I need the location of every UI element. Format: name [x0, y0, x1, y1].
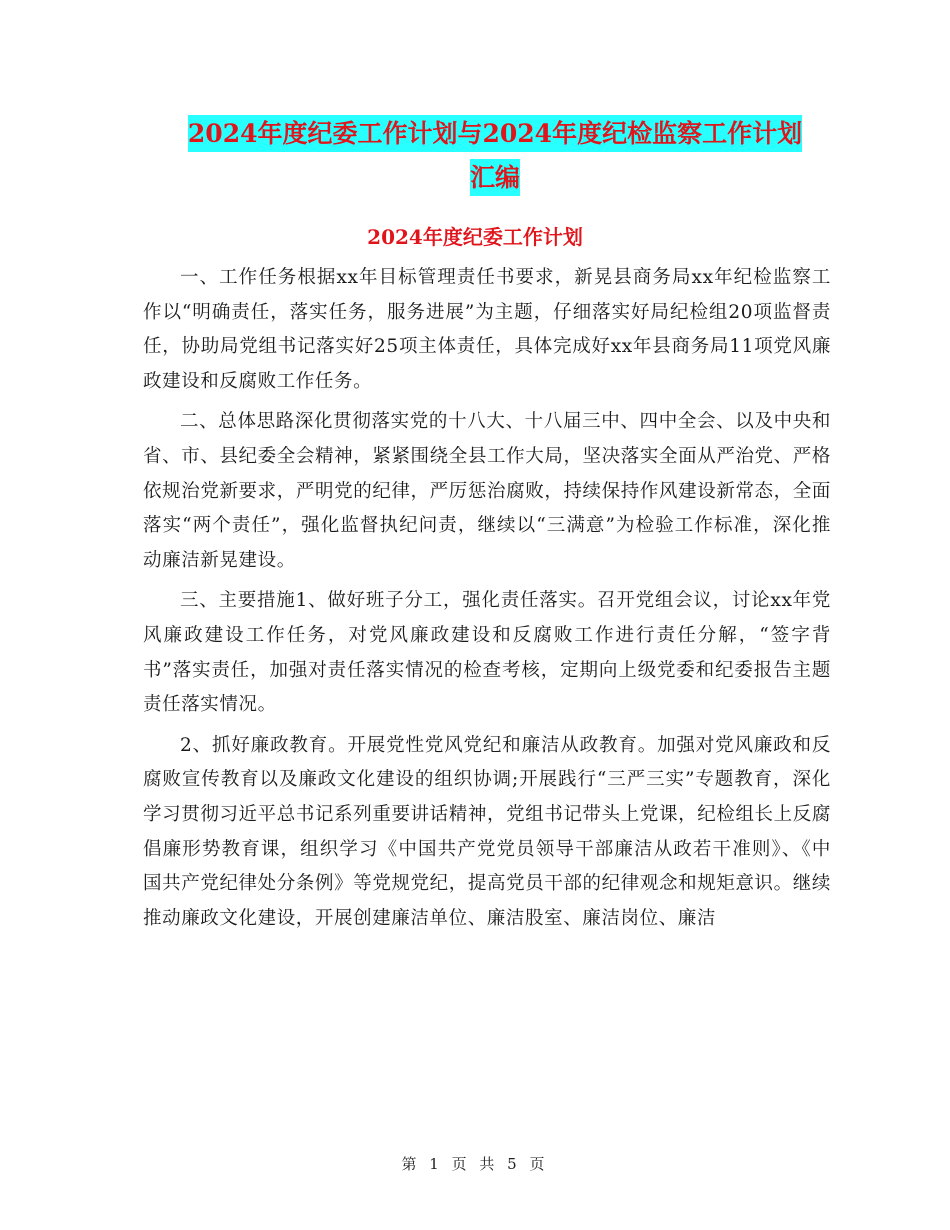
body-text [143, 261, 831, 942]
document-title-line-2: 汇编 [470, 159, 520, 196]
document-title-line-1: 2024年度纪委工作计划与2024年度纪检监察工作计划 [188, 115, 802, 152]
paragraph-2: 二、总体思路深化贯彻落实党的十八大、十八届三中、四中全会、以及中央和省、市、县纪委全会精神，紧紧围绕全县工作大局，坚决落实全面从严治党、严格依规治党新要求，严明党的纪律，严厉惩治腐败，持续保持作风建设新常态，全面落实“两个责任”，强化监督执纪问责，继续以“三满意”为检验工作标准，深化推动廉洁新晃建设。 [143, 411, 831, 571]
page-footer: 第 1 页 共 5 页 [401, 1155, 549, 1173]
paragraph-4: 2、抓好廉政教育。开展党性党风党纪和廉洁从政教育。加强对党风廉政和反腐败宣传教育以及廉政文化建设的组织协调;开展践行“三严三实”专题教育，深化学习贯彻习近平总书记系列重要讲话精神，党组书记带头上党课，纪检组长上反腐倡廉形势教育课，组织学习《中国共产党党员领导干部廉洁从政若干准则》、《中国共产党纪律处分条例》等党规党纪，提高党员干部的纪律观念和规矩意识。继续推动廉政文化建设，开展创建廉洁单位、廉洁股室、廉洁岗位、廉洁 [143, 734, 831, 929]
paragraph-1: 一、工作任务根据xx年目标管理责任书要求，新晃县商务局xx年纪检监察工作以“明确责任，落实任务，服务进展”为主题，仔细落实好局纪检组20项监督责任，协助局党组书记落实好25项主体责任，具体完成好xx年县商务局11项党风廉政建设和反腐败工作任务。 [143, 267, 831, 392]
document-title [100, 112, 890, 200]
paragraph-3: 三、主要措施1、做好班子分工，强化责任落实。召开党组会议，讨论xx年党风廉政建设工作任务，对党风廉政建设和反腐败工作进行责任分解，“签字背书”落实责任，加强对责任落实情况的检查考核，定期向上级党委和纪委报告主题责任落实情况。 [143, 590, 831, 716]
section-title: 2024年度纪委工作计划 [367, 225, 583, 249]
